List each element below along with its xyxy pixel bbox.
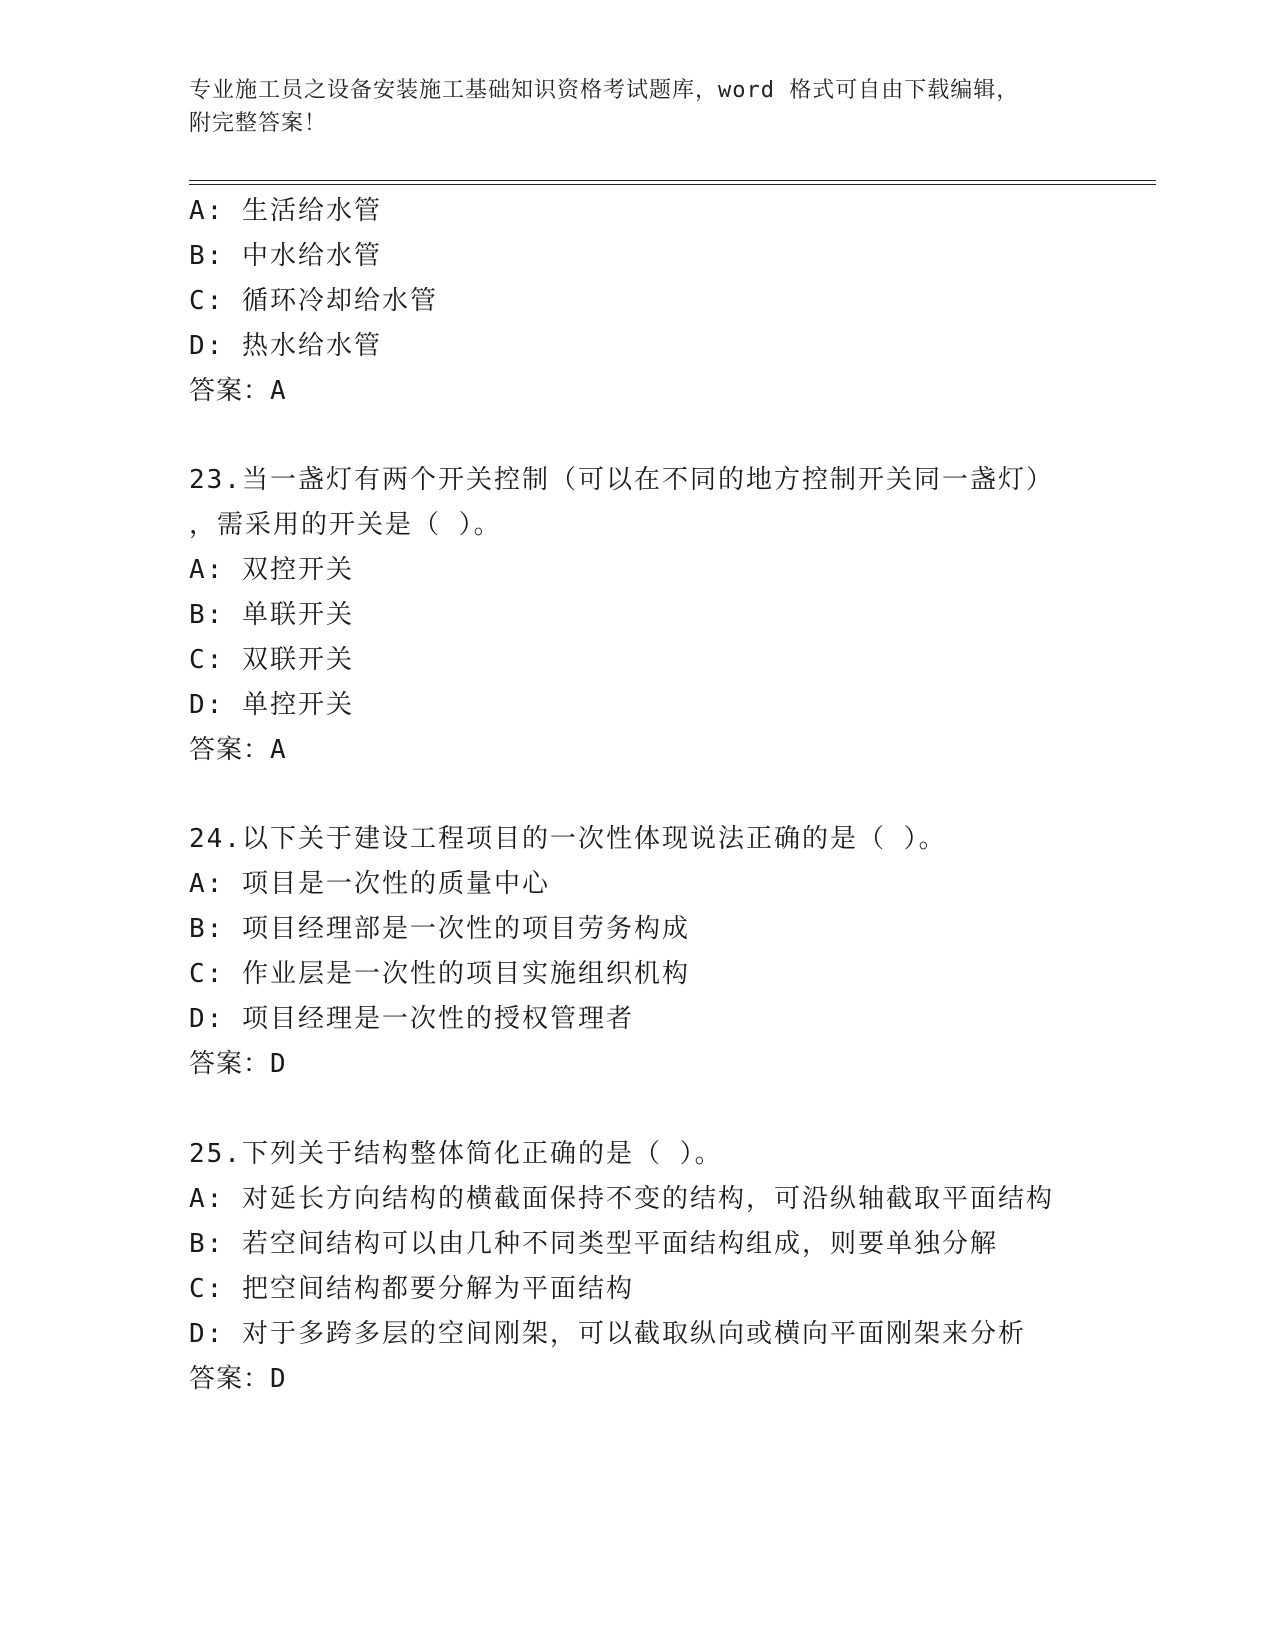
q22-answer <box>189 373 288 409</box>
q23-stem-line-1: 23.当一盏灯有两个开关控制（可以在不同的地方控制开关同一盏灯） <box>189 465 1054 495</box>
q22-option-c: C: 循环冷却给水管 <box>189 286 438 316</box>
q24-answer-label: 答案： <box>189 1049 271 1079</box>
q25-option-d: D: 对于多跨多层的空间刚架，可以截取纵向或横向平面刚架来分析 <box>189 1319 1026 1349</box>
q24-answer-value: D <box>270 1049 288 1079</box>
q25-option-a: A: 对延长方向结构的横截面保持不变的结构，可沿纵轴截取平面结构 <box>189 1184 1054 1214</box>
header-divider-bottom <box>189 184 1156 185</box>
q23-option-b: B: 单联开关 <box>189 600 354 630</box>
q24-option-c: C: 作业层是一次性的项目实施组织机构 <box>189 959 690 989</box>
q22-option-a: A: 生活给水管 <box>189 196 382 226</box>
q24-option-b: B: 项目经理部是一次性的项目劳务构成 <box>189 914 690 944</box>
q25-answer-label: 答案： <box>189 1364 271 1394</box>
q22-option-d: D: 热水给水管 <box>189 331 382 361</box>
q25-answer-value: D <box>270 1364 288 1394</box>
q25-option-c: C: 把空间结构都要分解为平面结构 <box>189 1274 634 1304</box>
q23-option-a: A: 双控开关 <box>189 555 354 585</box>
q22-answer-label: 答案： <box>189 376 271 406</box>
q24-option-a: A: 项目是一次性的质量中心 <box>189 869 550 899</box>
q24-stem-line-1: 24.以下关于建设工程项目的一次性体现说法正确的是（ ）。 <box>189 824 947 854</box>
header-divider-top <box>189 180 1156 181</box>
q22-answer-value: A <box>270 376 288 406</box>
q22-option-b: B: 中水给水管 <box>189 241 382 271</box>
document-header <box>189 74 1069 140</box>
q23-option-c: C: 双联开关 <box>189 645 354 675</box>
q23-answer-value: A <box>270 735 288 765</box>
q25-option-b: B: 若空间结构可以由几种不同类型平面结构组成，则要单独分解 <box>189 1229 998 1259</box>
q24-answer <box>189 1046 288 1082</box>
q24-option-d: D: 项目经理是一次性的授权管理者 <box>189 1004 634 1034</box>
header-line-2: 附完整答案！ <box>189 111 328 136</box>
q23-option-d: D: 单控开关 <box>189 690 354 720</box>
q25-stem-line-1: 25.下列关于结构整体简化正确的是（ ）。 <box>189 1139 723 1169</box>
q23-answer-label: 答案： <box>189 735 271 765</box>
q25-answer <box>189 1361 288 1397</box>
header-line-1: 专业施工员之设备安装施工基础知识资格考试题库，word 格式可自由下载编辑， <box>189 78 1020 103</box>
q23-stem-line-2: ，需采用的开关是（ ）。 <box>189 510 502 540</box>
q23-answer <box>189 732 288 768</box>
